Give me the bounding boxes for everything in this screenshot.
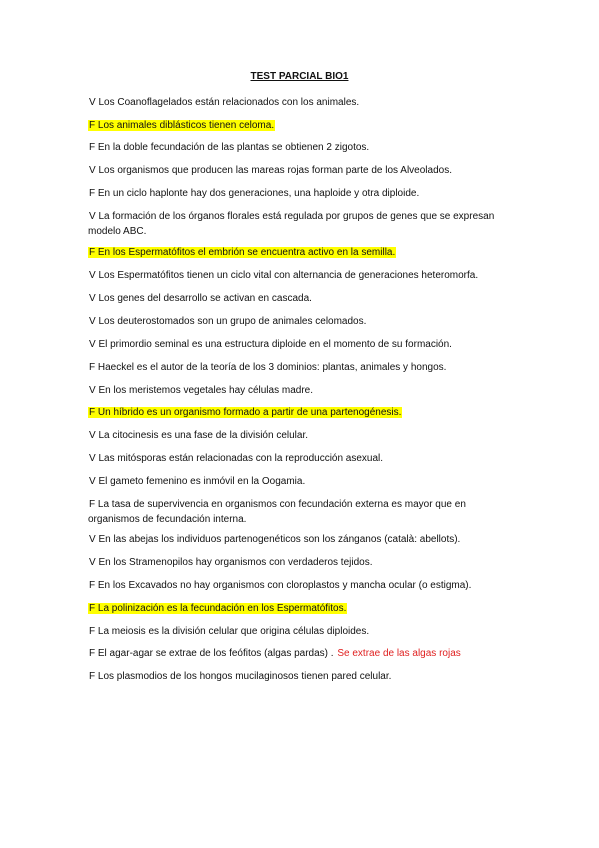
statement-text: V El primordio seminal es una estructura diploide en el momento de su formación. [89, 339, 452, 350]
statement-item [88, 601, 347, 616]
statement-text: V En los meristemos vegetales hay células madre. [89, 385, 313, 396]
statement-item [88, 314, 367, 329]
statement-text: V Los Espermatófitos tienen un ciclo vital con alternancia de generaciones heteromorfa. [89, 270, 479, 281]
statement-item [88, 555, 373, 570]
statement-text: V La citocinesis es una fase de la división celular. [89, 430, 309, 441]
statement-text: F La meiosis es la división celular que origina células diploides. [89, 626, 370, 637]
statement-item [88, 532, 461, 547]
statement-text: F Los animales diblásticos tienen celoma. [89, 120, 275, 131]
statement-item [88, 646, 461, 661]
statement-text: F La tasa de supervivencia en organismos con fecundación externa es mayor que en organismos de fecundación interna. [88, 499, 466, 525]
statement-item [88, 578, 472, 593]
statement-item [88, 428, 309, 443]
statement-item [88, 118, 275, 133]
statement-item [88, 140, 370, 155]
statement-item [88, 163, 453, 178]
statement-text: V Los organismos que producen las mareas rojas forman parte de los Alveolados. [89, 165, 452, 176]
statement-text: V La formación de los órganos florales está regulada por grupos de genes que se expresan modelo ABC. [88, 211, 495, 237]
statement-text: F En los Excavados no hay organismos con cloroplastos y mancha ocular (o estigma). [89, 580, 472, 591]
statement-text: V Los genes del desarrollo se activan en cascada. [89, 293, 312, 304]
statement-text: V Los deuterostomados son un grupo de animales celomados. [89, 316, 367, 327]
statement-text: F En los Espermatófitos el embrión se encuentra activo en la semilla. [89, 247, 396, 258]
statement-item [88, 624, 370, 639]
statement-item [88, 669, 392, 684]
statement-item [88, 186, 420, 201]
statement-text: F Los plasmodios de los hongos mucilaginosos tienen pared celular. [89, 671, 392, 682]
statement-item [88, 497, 508, 527]
statement-item [88, 209, 508, 239]
statement-item [88, 337, 453, 352]
statement-text: F En un ciclo haplonte hay dos generaciones, una haploide y otra diploide. [89, 188, 420, 199]
statement-item [88, 245, 396, 260]
statement-text: F El agar-agar se extrae de los feófitos (algas pardas) . [89, 648, 334, 659]
statement-text: F En la doble fecundación de las plantas se obtienen 2 zigotos. [89, 142, 370, 153]
statement-text: V En los Stramenopilos hay organismos con verdaderos tejidos. [89, 557, 373, 568]
statement-item [88, 474, 306, 489]
statement-item [88, 405, 402, 420]
statement-text: V El gameto femenino es inmóvil en la Oogamia. [89, 476, 306, 487]
statement-text: V Las mitósporas están relacionadas con la reproducción asexual. [89, 453, 384, 464]
statement-text: F Haeckel es el autor de la teoría de los 3 dominios: plantas, animales y hongos. [89, 362, 447, 373]
statement-text: V En las abejas los individuos partenogenéticos son los zánganos (català: abellots). [89, 534, 461, 545]
document-title: TEST PARCIAL BIO1 [250, 71, 349, 82]
statement-text: F La polinización es la fecundación en los Espermatófitos. [89, 603, 347, 614]
statement-text: V Los Coanoflagelados están relacionados con los animales. [89, 97, 360, 108]
statement-item [88, 95, 360, 110]
statement-item [88, 268, 479, 283]
statement-item [88, 383, 314, 398]
correction-note: Se extrae de las algas rojas [334, 648, 461, 659]
statement-text: F Un híbrido es un organismo formado a partir de una partenogénesis. [89, 407, 402, 418]
statement-item [88, 451, 384, 466]
statement-item [88, 360, 447, 375]
statement-item [88, 291, 313, 306]
